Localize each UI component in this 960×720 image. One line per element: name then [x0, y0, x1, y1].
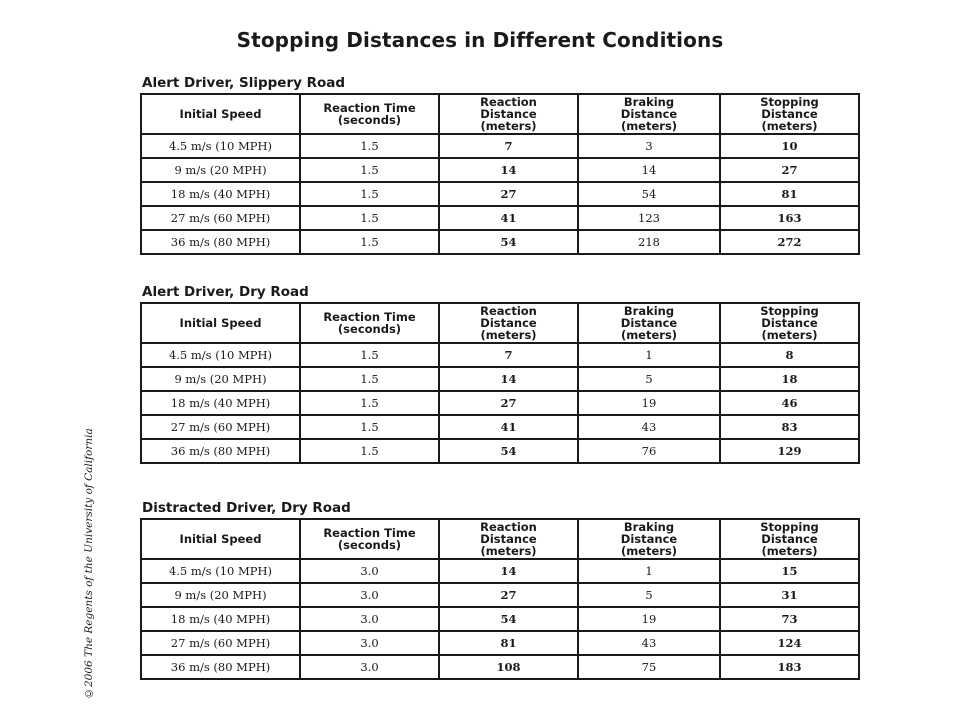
cell-braking-distance: 54: [578, 182, 720, 206]
cell-stopping-distance: 18: [720, 367, 859, 391]
cell-stopping-distance: 73: [720, 607, 859, 631]
cell-reaction-time: 3.0: [300, 631, 439, 655]
cell-stopping-distance: 163: [720, 206, 859, 230]
cell-braking-distance: 19: [578, 391, 720, 415]
header-stopping-distance: Stopping Distance (meters): [720, 519, 859, 559]
table-row: [141, 230, 859, 254]
cell-speed: 4.5 m/s (10 MPH): [141, 559, 300, 583]
table-row: [141, 206, 859, 230]
copyright-notice: ©2006 The Regents of the University of California: [83, 428, 95, 699]
cell-stopping-distance: 8: [720, 343, 859, 367]
cell-reaction-time: 1.5: [300, 415, 439, 439]
cell-reaction-time: 3.0: [300, 583, 439, 607]
cell-speed: 27 m/s (60 MPH): [141, 206, 300, 230]
cell-braking-distance: 43: [578, 415, 720, 439]
section-heading-distracted: Distracted Driver, Dry Road: [142, 500, 351, 516]
header-reaction-time: Reaction Time (seconds): [300, 94, 439, 134]
cell-stopping-distance: 83: [720, 415, 859, 439]
header-reaction-time: Reaction Time (seconds): [300, 519, 439, 559]
cell-reaction-time: 3.0: [300, 559, 439, 583]
cell-reaction-distance: 27: [439, 391, 578, 415]
table-row: [141, 655, 859, 679]
cell-stopping-distance: 10: [720, 134, 859, 158]
header-reaction-distance: Reaction Distance (meters): [439, 303, 578, 343]
header-stopping-distance: Stopping Distance (meters): [720, 303, 859, 343]
table-header-row: [141, 519, 859, 559]
cell-braking-distance: 218: [578, 230, 720, 254]
header-initial-speed: Initial Speed: [141, 303, 300, 343]
header-reaction-distance: Reaction Distance (meters): [439, 519, 578, 559]
header-stopping-distance: Stopping Distance (meters): [720, 94, 859, 134]
section-heading-dry: Alert Driver, Dry Road: [142, 284, 309, 300]
cell-stopping-distance: 81: [720, 182, 859, 206]
cell-speed: 9 m/s (20 MPH): [141, 583, 300, 607]
cell-braking-distance: 14: [578, 158, 720, 182]
table-row: [141, 415, 859, 439]
cell-speed: 36 m/s (80 MPH): [141, 230, 300, 254]
cell-speed: 18 m/s (40 MPH): [141, 182, 300, 206]
cell-reaction-time: 1.5: [300, 158, 439, 182]
cell-reaction-time: 1.5: [300, 343, 439, 367]
cell-stopping-distance: 272: [720, 230, 859, 254]
table-header-row: [141, 303, 859, 343]
cell-braking-distance: 43: [578, 631, 720, 655]
table-alert-dry: [140, 302, 860, 464]
cell-reaction-time: 1.5: [300, 134, 439, 158]
cell-reaction-distance: 14: [439, 158, 578, 182]
table-row: [141, 391, 859, 415]
cell-stopping-distance: 183: [720, 655, 859, 679]
section-heading-slippery: Alert Driver, Slippery Road: [142, 75, 346, 91]
cell-reaction-distance: 41: [439, 206, 578, 230]
table-row: [141, 134, 859, 158]
cell-reaction-distance: 14: [439, 559, 578, 583]
cell-braking-distance: 123: [578, 206, 720, 230]
cell-speed: 9 m/s (20 MPH): [141, 158, 300, 182]
cell-speed: 27 m/s (60 MPH): [141, 631, 300, 655]
cell-reaction-time: 3.0: [300, 655, 439, 679]
cell-reaction-time: 1.5: [300, 182, 439, 206]
header-initial-speed: Initial Speed: [141, 519, 300, 559]
cell-reaction-distance: 14: [439, 367, 578, 391]
cell-braking-distance: 1: [578, 343, 720, 367]
cell-braking-distance: 5: [578, 583, 720, 607]
table-distracted-dry: [140, 518, 860, 680]
table-header-row: [141, 94, 859, 134]
table-row: [141, 158, 859, 182]
cell-reaction-distance: 7: [439, 134, 578, 158]
header-braking-distance: Braking Distance (meters): [578, 303, 720, 343]
cell-speed: 18 m/s (40 MPH): [141, 391, 300, 415]
cell-reaction-distance: 54: [439, 439, 578, 463]
header-reaction-time: Reaction Time (seconds): [300, 303, 439, 343]
cell-speed: 36 m/s (80 MPH): [141, 655, 300, 679]
cell-reaction-time: 3.0: [300, 607, 439, 631]
table-row: [141, 583, 859, 607]
cell-reaction-time: 1.5: [300, 391, 439, 415]
cell-reaction-time: 1.5: [300, 206, 439, 230]
cell-reaction-distance: 108: [439, 655, 578, 679]
cell-reaction-distance: 54: [439, 607, 578, 631]
header-braking-distance: Braking Distance (meters): [578, 519, 720, 559]
cell-speed: 9 m/s (20 MPH): [141, 367, 300, 391]
cell-speed: 27 m/s (60 MPH): [141, 415, 300, 439]
cell-reaction-time: 1.5: [300, 230, 439, 254]
cell-reaction-distance: 81: [439, 631, 578, 655]
table-alert-slippery: [140, 93, 860, 255]
table-row: [141, 607, 859, 631]
cell-stopping-distance: 124: [720, 631, 859, 655]
cell-speed: 4.5 m/s (10 MPH): [141, 343, 300, 367]
cell-reaction-distance: 27: [439, 583, 578, 607]
cell-reaction-distance: 41: [439, 415, 578, 439]
header-initial-speed: Initial Speed: [141, 94, 300, 134]
cell-reaction-distance: 27: [439, 182, 578, 206]
cell-stopping-distance: 129: [720, 439, 859, 463]
cell-reaction-time: 1.5: [300, 439, 439, 463]
table-row: [141, 631, 859, 655]
table-row: [141, 182, 859, 206]
cell-stopping-distance: 15: [720, 559, 859, 583]
header-braking-distance: Braking Distance (meters): [578, 94, 720, 134]
cell-stopping-distance: 46: [720, 391, 859, 415]
cell-braking-distance: 76: [578, 439, 720, 463]
cell-braking-distance: 1: [578, 559, 720, 583]
table-row: [141, 439, 859, 463]
header-reaction-distance: Reaction Distance (meters): [439, 94, 578, 134]
table-row: [141, 343, 859, 367]
cell-braking-distance: 19: [578, 607, 720, 631]
cell-reaction-time: 1.5: [300, 367, 439, 391]
cell-reaction-distance: 54: [439, 230, 578, 254]
cell-stopping-distance: 27: [720, 158, 859, 182]
cell-speed: 4.5 m/s (10 MPH): [141, 134, 300, 158]
cell-speed: 36 m/s (80 MPH): [141, 439, 300, 463]
cell-braking-distance: 3: [578, 134, 720, 158]
table-row: [141, 559, 859, 583]
cell-braking-distance: 75: [578, 655, 720, 679]
cell-speed: 18 m/s (40 MPH): [141, 607, 300, 631]
table-row: [141, 367, 859, 391]
cell-reaction-distance: 7: [439, 343, 578, 367]
page-title: Stopping Distances in Different Conditions: [236, 28, 724, 52]
cell-stopping-distance: 31: [720, 583, 859, 607]
cell-braking-distance: 5: [578, 367, 720, 391]
